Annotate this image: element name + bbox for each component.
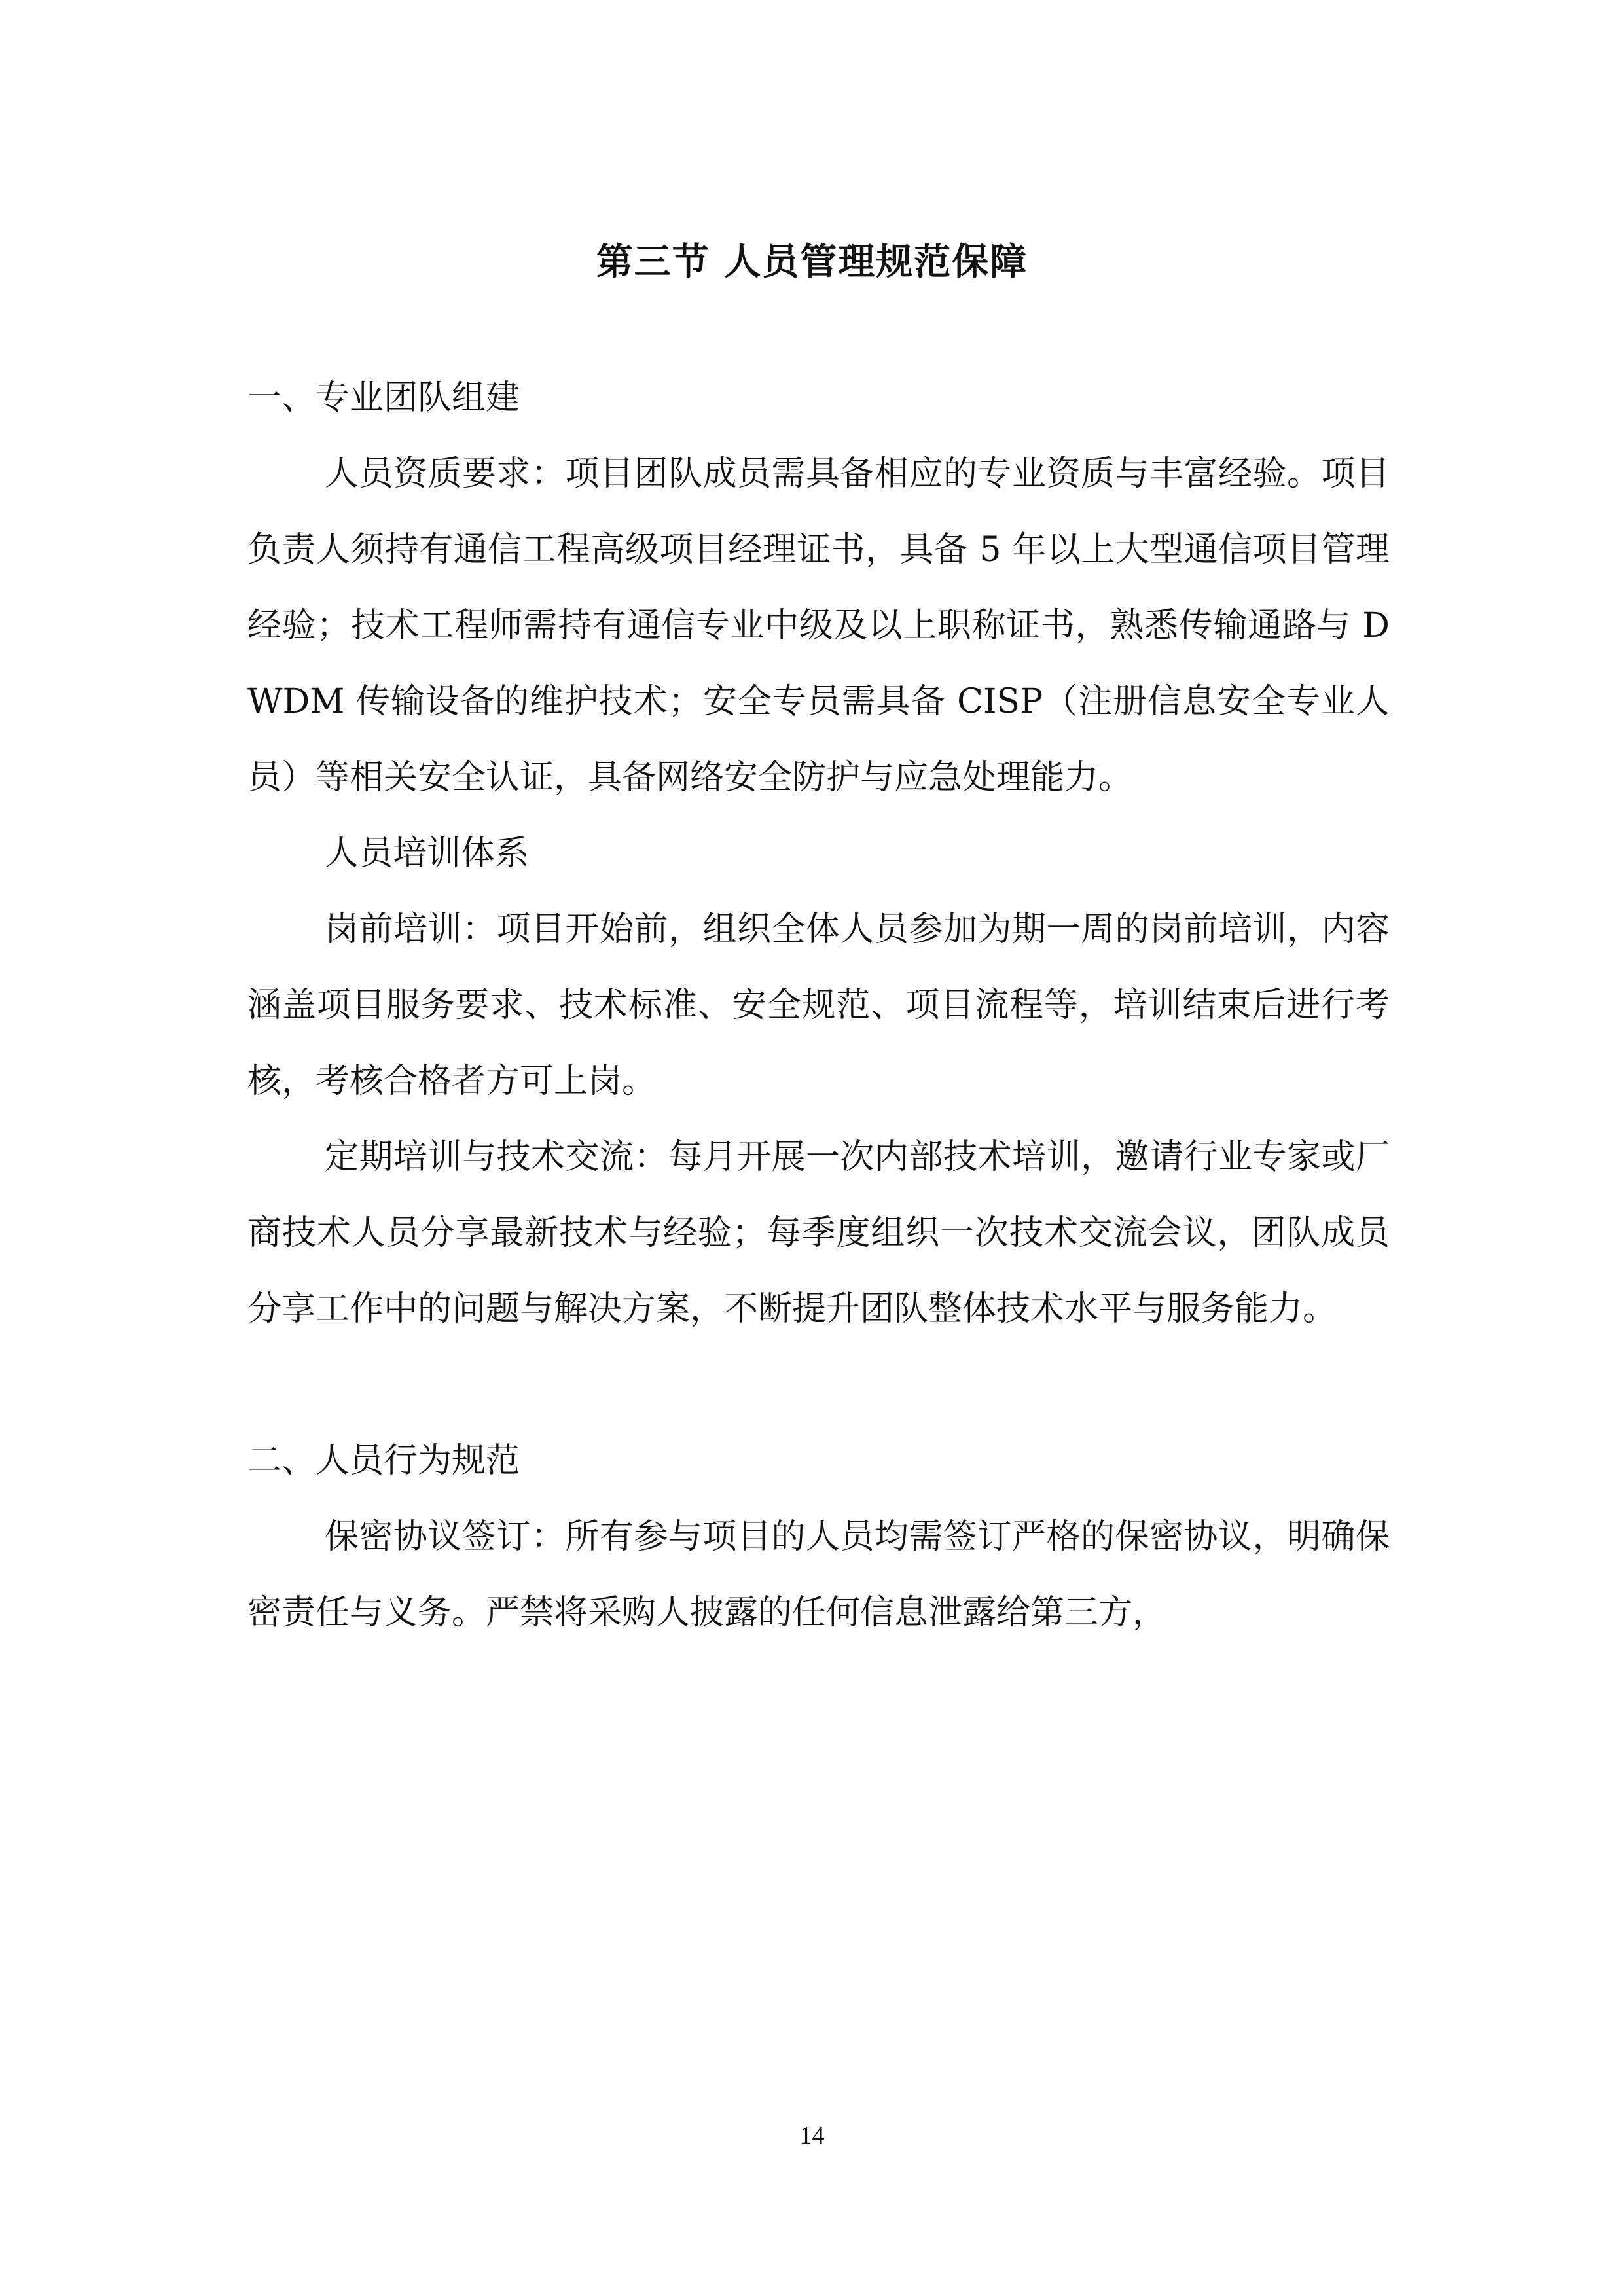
paragraph-personnel-qualifications: 人员资质要求：项目团队成员需具备相应的专业资质与丰富经验。项目负责人须持有通信工程高级项目经理证书，具备 5 年以上大型通信项目管理经验；技术工程师需持有通信专业中级及以上职称证书，熟悉传输通路与 DWDM 传输设备的维护技术；安全专员需具备 CISP（注册信息安全专业人员）等相关安全认证，具备网络安全防护与应急处理能力。 xyxy=(247,454,1390,797)
paragraph-regular-training: 定期培训与技术交流：每月开展一次内部技术培训，邀请行业专家或厂商技术人员分享最新技术与经验；每季度组织一次技术交流会议，团队成员分享工作中的问题与解决方案，不断提升团队整体技术水平与服务能力。 xyxy=(247,1138,1390,1329)
document-body xyxy=(247,360,1390,1651)
paragraph-pre-job-training: 岗前培训：项目开始前，组织全体人员参加为期一周的岗前培训，内容涵盖项目服务要求、技术标准、安全规范、项目流程等，培训结束后进行考核，考核合格者方可上岗。 xyxy=(247,910,1390,1101)
page-number: 14 xyxy=(799,2122,825,2149)
paragraph-confidentiality-agreement: 保密协议签订：所有参与项目的人员均需签订严格的保密协议，明确保密责任与义务。严禁将采购人披露的任何信息泄露给第三方， xyxy=(247,1517,1390,1632)
section-spacer xyxy=(247,1347,1390,1423)
section-title: 第三节 人员管理规范保障 xyxy=(596,240,1028,283)
section-heading-1: 一、专业团队组建 xyxy=(247,378,520,418)
section-heading-2: 二、人员行为规范 xyxy=(247,1441,520,1480)
paragraph-training-system-heading: 人员培训体系 xyxy=(325,834,530,873)
